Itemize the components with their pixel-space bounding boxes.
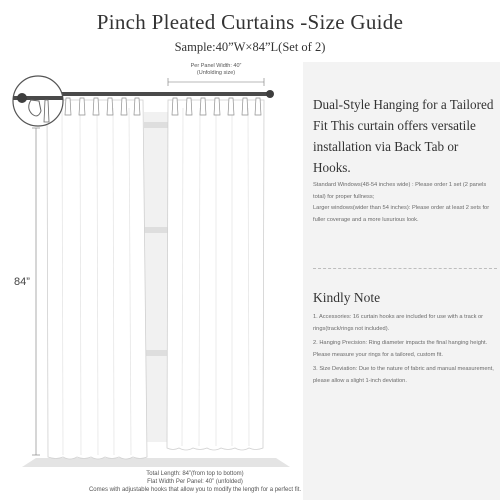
section-divider [313, 268, 497, 269]
page-title: Pinch Pleated Curtains -Size Guide [96, 10, 404, 34]
hooks-note-text: Comes with adjustable hooks that allow you to modify the length for a perfect fit. [88, 487, 302, 493]
feature-body [313, 180, 498, 226]
window-bar [144, 122, 170, 128]
note-item: 1. Accessories: 16 curtain hooks are included for use with a track or rings(track/rings not included). [313, 314, 484, 332]
total-length-text: Total Length: 84”(from top to bottom) [146, 471, 244, 477]
panel-width-line2: (Unfolding size) [196, 70, 236, 76]
flat-width-text: Flat Width Per Panel: 40” (unfolded) [147, 479, 243, 485]
rod-finial [266, 90, 274, 98]
floor-shadow [22, 458, 290, 467]
height-label: 84” [14, 276, 30, 288]
note-item: 3. Size Deviation: Due to the nature of fabric and manual measurement, please allow a slight 1-inch deviation. [313, 366, 494, 384]
panel-width-line1: Per Panel Width: 40” [190, 63, 242, 69]
panel-width-label [168, 63, 264, 77]
window-frame [144, 112, 170, 442]
window-bar [144, 227, 170, 233]
magnified-pleat [44, 100, 49, 122]
magnified-finial [17, 93, 27, 103]
page-subtitle: Sample:40”W×84”L(Set of 2) [174, 40, 326, 54]
window-bar [144, 350, 170, 356]
feature-line-larger: Larger windows(wider than 54 inches): Please order at least 2 sets for fuller coverage and a more luxurious look. [313, 205, 490, 223]
note-heading: Kindly Note [313, 290, 381, 305]
note-list [313, 312, 498, 390]
right-curtain-panel [167, 100, 264, 450]
feature-heading: Dual-Style Hanging for a Tailored Fit This curtain offers versatile installation via Back Tab or Hooks. [313, 97, 494, 175]
note-item: 2. Hanging Precision: Ring diameter impacts the final hanging height. Please measure your rings for a tailored, custom fit. [313, 340, 488, 358]
feature-line-standard: Standard Windows(48-54 inches wide) : Please order 1 set (2 panels total) for proper fullness; [313, 182, 487, 200]
